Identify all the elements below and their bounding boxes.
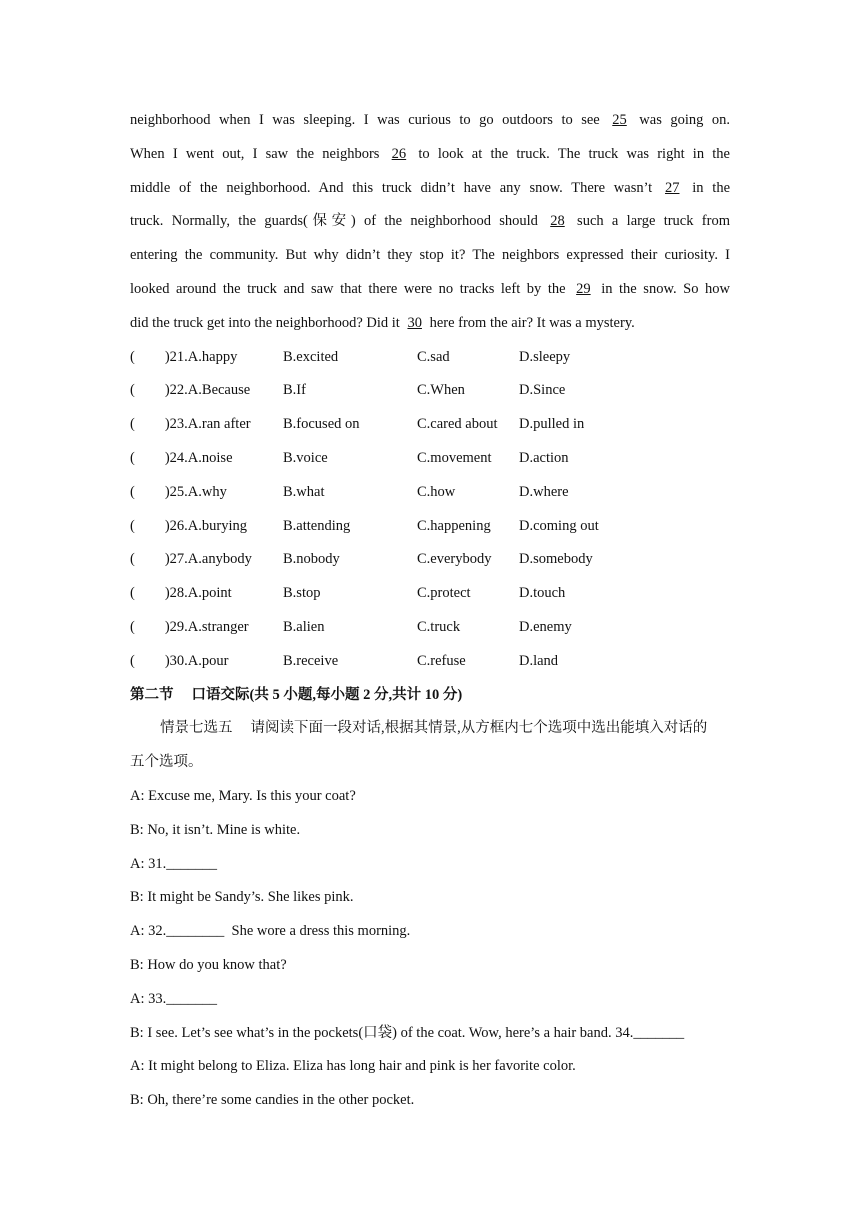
dialogue-line: A: 32.________ She wore a dress this morning. bbox=[130, 923, 411, 940]
dialogue-line: A: It might belong to Eliza. Eliza has long hair and pink is her favorite color. bbox=[130, 1058, 576, 1075]
option-c: C.cared about bbox=[417, 416, 498, 433]
question-row bbox=[130, 510, 730, 544]
option-b: B.stop bbox=[283, 585, 321, 602]
option-c: C.protect bbox=[417, 585, 471, 602]
question-number-option-a: )30.A.pour bbox=[164, 652, 229, 669]
option-d: D.sleepy bbox=[519, 348, 571, 365]
option-c: C.When bbox=[417, 382, 465, 399]
answer-blank: _______ bbox=[166, 990, 217, 1007]
answer-blank: _______ bbox=[633, 1024, 685, 1041]
document-page bbox=[130, 104, 730, 1118]
answer-paren: ( bbox=[130, 517, 135, 534]
passage-line bbox=[130, 138, 730, 172]
option-b: B.alien bbox=[283, 618, 325, 635]
option-b: B.focused on bbox=[283, 416, 360, 433]
option-c: C.how bbox=[417, 483, 456, 500]
instruction-text-cont: 五个选项。 bbox=[130, 754, 203, 771]
question-row bbox=[130, 341, 730, 375]
option-d: D.somebody bbox=[519, 551, 593, 568]
option-a bbox=[130, 611, 283, 645]
section-instructions bbox=[130, 712, 730, 780]
option-c: C.everybody bbox=[417, 551, 492, 568]
option-b: B.nobody bbox=[283, 551, 340, 568]
option-c: C.truck bbox=[417, 618, 461, 635]
section-title bbox=[130, 679, 730, 713]
cloze-passage bbox=[130, 104, 730, 341]
question-number-option-a: )25.A.why bbox=[164, 483, 227, 500]
blank-30: 30 bbox=[407, 314, 422, 331]
answer-paren: ( bbox=[130, 416, 135, 433]
option-a bbox=[130, 577, 283, 611]
option-a bbox=[130, 408, 283, 442]
instruction-text: 请阅读下面一段对话,根据其情景,从方框内七个选项中选出能填入对话的 bbox=[250, 720, 708, 737]
dialogue-line: B: Oh, there’re some candies in the other pocket. bbox=[130, 1092, 415, 1109]
option-a bbox=[130, 543, 283, 577]
dialogue-line: B: I see. Let’s see what’s in the pockets(口袋) of the coat. Wow, here’s a hair band. 34._______ bbox=[130, 1024, 685, 1041]
option-b: B.what bbox=[283, 483, 325, 500]
answer-paren: ( bbox=[130, 483, 135, 500]
option-a bbox=[130, 341, 283, 375]
answer-paren: ( bbox=[130, 652, 135, 669]
passage-text: in the bbox=[692, 179, 731, 196]
question-row bbox=[130, 442, 730, 476]
answer-blank: _______ bbox=[166, 855, 217, 872]
option-b: B.If bbox=[283, 382, 306, 399]
option-c: C.movement bbox=[417, 449, 492, 466]
passage-line bbox=[130, 307, 730, 341]
blank-27: 27 bbox=[664, 179, 680, 196]
passage-text: in the snow. So how bbox=[601, 280, 731, 297]
question-number-option-a: )22.A.Because bbox=[164, 382, 251, 399]
dialogue bbox=[130, 780, 730, 1118]
instruction-label: 情景七选五 bbox=[160, 720, 233, 737]
option-d: D.Since bbox=[519, 382, 566, 399]
section-number: 第二节 bbox=[130, 686, 174, 703]
answer-paren: ( bbox=[130, 618, 135, 635]
passage-line bbox=[130, 273, 730, 307]
answer-paren: ( bbox=[130, 348, 135, 365]
answer-paren: ( bbox=[130, 382, 135, 399]
dialogue-line: A: Excuse me, Mary. Is this your coat? bbox=[130, 787, 356, 804]
option-d: D.enemy bbox=[519, 618, 572, 635]
question-number-option-a: )29.A.stranger bbox=[164, 618, 249, 635]
option-c: C.happening bbox=[417, 517, 491, 534]
option-d: D.pulled in bbox=[519, 416, 585, 433]
question-number-option-a: )23.A.ran after bbox=[164, 416, 251, 433]
passage-line bbox=[130, 239, 730, 273]
section-heading: 口语交际(共 5 小题,每小题 2 分,共计 10 分) bbox=[191, 686, 463, 703]
blank-25: 25 bbox=[612, 112, 627, 128]
question-row bbox=[130, 611, 730, 645]
option-d: D.touch bbox=[519, 585, 566, 602]
question-row bbox=[130, 543, 730, 577]
answer-paren: ( bbox=[130, 551, 135, 568]
blank-29: 29 bbox=[576, 280, 591, 297]
passage-text: was going on. bbox=[639, 112, 730, 128]
option-b: B.receive bbox=[283, 652, 339, 669]
question-row bbox=[130, 577, 730, 611]
option-a bbox=[130, 510, 283, 544]
option-a bbox=[130, 374, 283, 408]
passage-text: did the truck get into the neighborhood? Did it bbox=[130, 314, 400, 331]
answer-paren: ( bbox=[130, 449, 135, 466]
question-number-option-a: )26.A.burying bbox=[164, 517, 248, 534]
question-row bbox=[130, 374, 730, 408]
option-d: D.coming out bbox=[519, 517, 599, 534]
option-a bbox=[130, 442, 283, 476]
question-number-option-a: )24.A.noise bbox=[164, 449, 233, 466]
question-row bbox=[130, 476, 730, 510]
answer-blank: ________ bbox=[166, 923, 225, 940]
option-c: C.sad bbox=[417, 348, 450, 365]
blank-26: 26 bbox=[391, 145, 407, 162]
passage-line bbox=[130, 104, 730, 138]
option-a bbox=[130, 645, 283, 679]
dialogue-line: B: How do you know that? bbox=[130, 956, 287, 973]
passage-line bbox=[130, 205, 730, 239]
blank-28: 28 bbox=[550, 213, 565, 230]
passage-text: to look at the truck. The truck was right in the bbox=[418, 145, 730, 162]
passage-line bbox=[130, 172, 730, 206]
dialogue-line: B: No, it isn’t. Mine is white. bbox=[130, 821, 301, 838]
dialogue-line: A: 31._______ bbox=[130, 855, 217, 872]
option-d: D.land bbox=[519, 652, 559, 669]
option-b: B.excited bbox=[283, 348, 339, 365]
passage-text: here from the air? It was a mystery. bbox=[429, 314, 635, 331]
question-row bbox=[130, 645, 730, 679]
question-number-option-a: )28.A.point bbox=[164, 585, 232, 602]
option-b: B.voice bbox=[283, 449, 328, 466]
dialogue-line: A: 33._______ bbox=[130, 990, 217, 1007]
passage-text: neighborhood when I was sleeping. I was curious to go outdoors to see bbox=[130, 112, 600, 128]
passage-text: middle of the neighborhood. And this truck didn’t have any snow. There wasn’t bbox=[130, 179, 653, 196]
answer-paren: ( bbox=[130, 585, 135, 602]
passage-text: looked around the truck and saw that there were no tracks left by the bbox=[130, 280, 566, 297]
question-number-option-a: )21.A.happy bbox=[164, 348, 238, 365]
option-c: C.refuse bbox=[417, 652, 466, 669]
passage-text: entering the community. But why didn’t they stop it? The neighbors expressed their curiosity. I bbox=[130, 247, 730, 264]
passage-text: truck. Normally, the guards(保安) of the neighborhood should bbox=[130, 213, 538, 230]
option-d: D.where bbox=[519, 483, 569, 500]
dialogue-line: B: It might be Sandy’s. She likes pink. bbox=[130, 889, 354, 906]
option-d: D.action bbox=[519, 449, 569, 466]
passage-text: When I went out, I saw the neighbors bbox=[130, 145, 380, 162]
question-row bbox=[130, 408, 730, 442]
question-number-option-a: )27.A.anybody bbox=[164, 551, 252, 568]
option-b: B.attending bbox=[283, 517, 351, 534]
passage-text: such a large truck from bbox=[577, 213, 730, 230]
question-options bbox=[130, 341, 730, 679]
option-a bbox=[130, 476, 283, 510]
